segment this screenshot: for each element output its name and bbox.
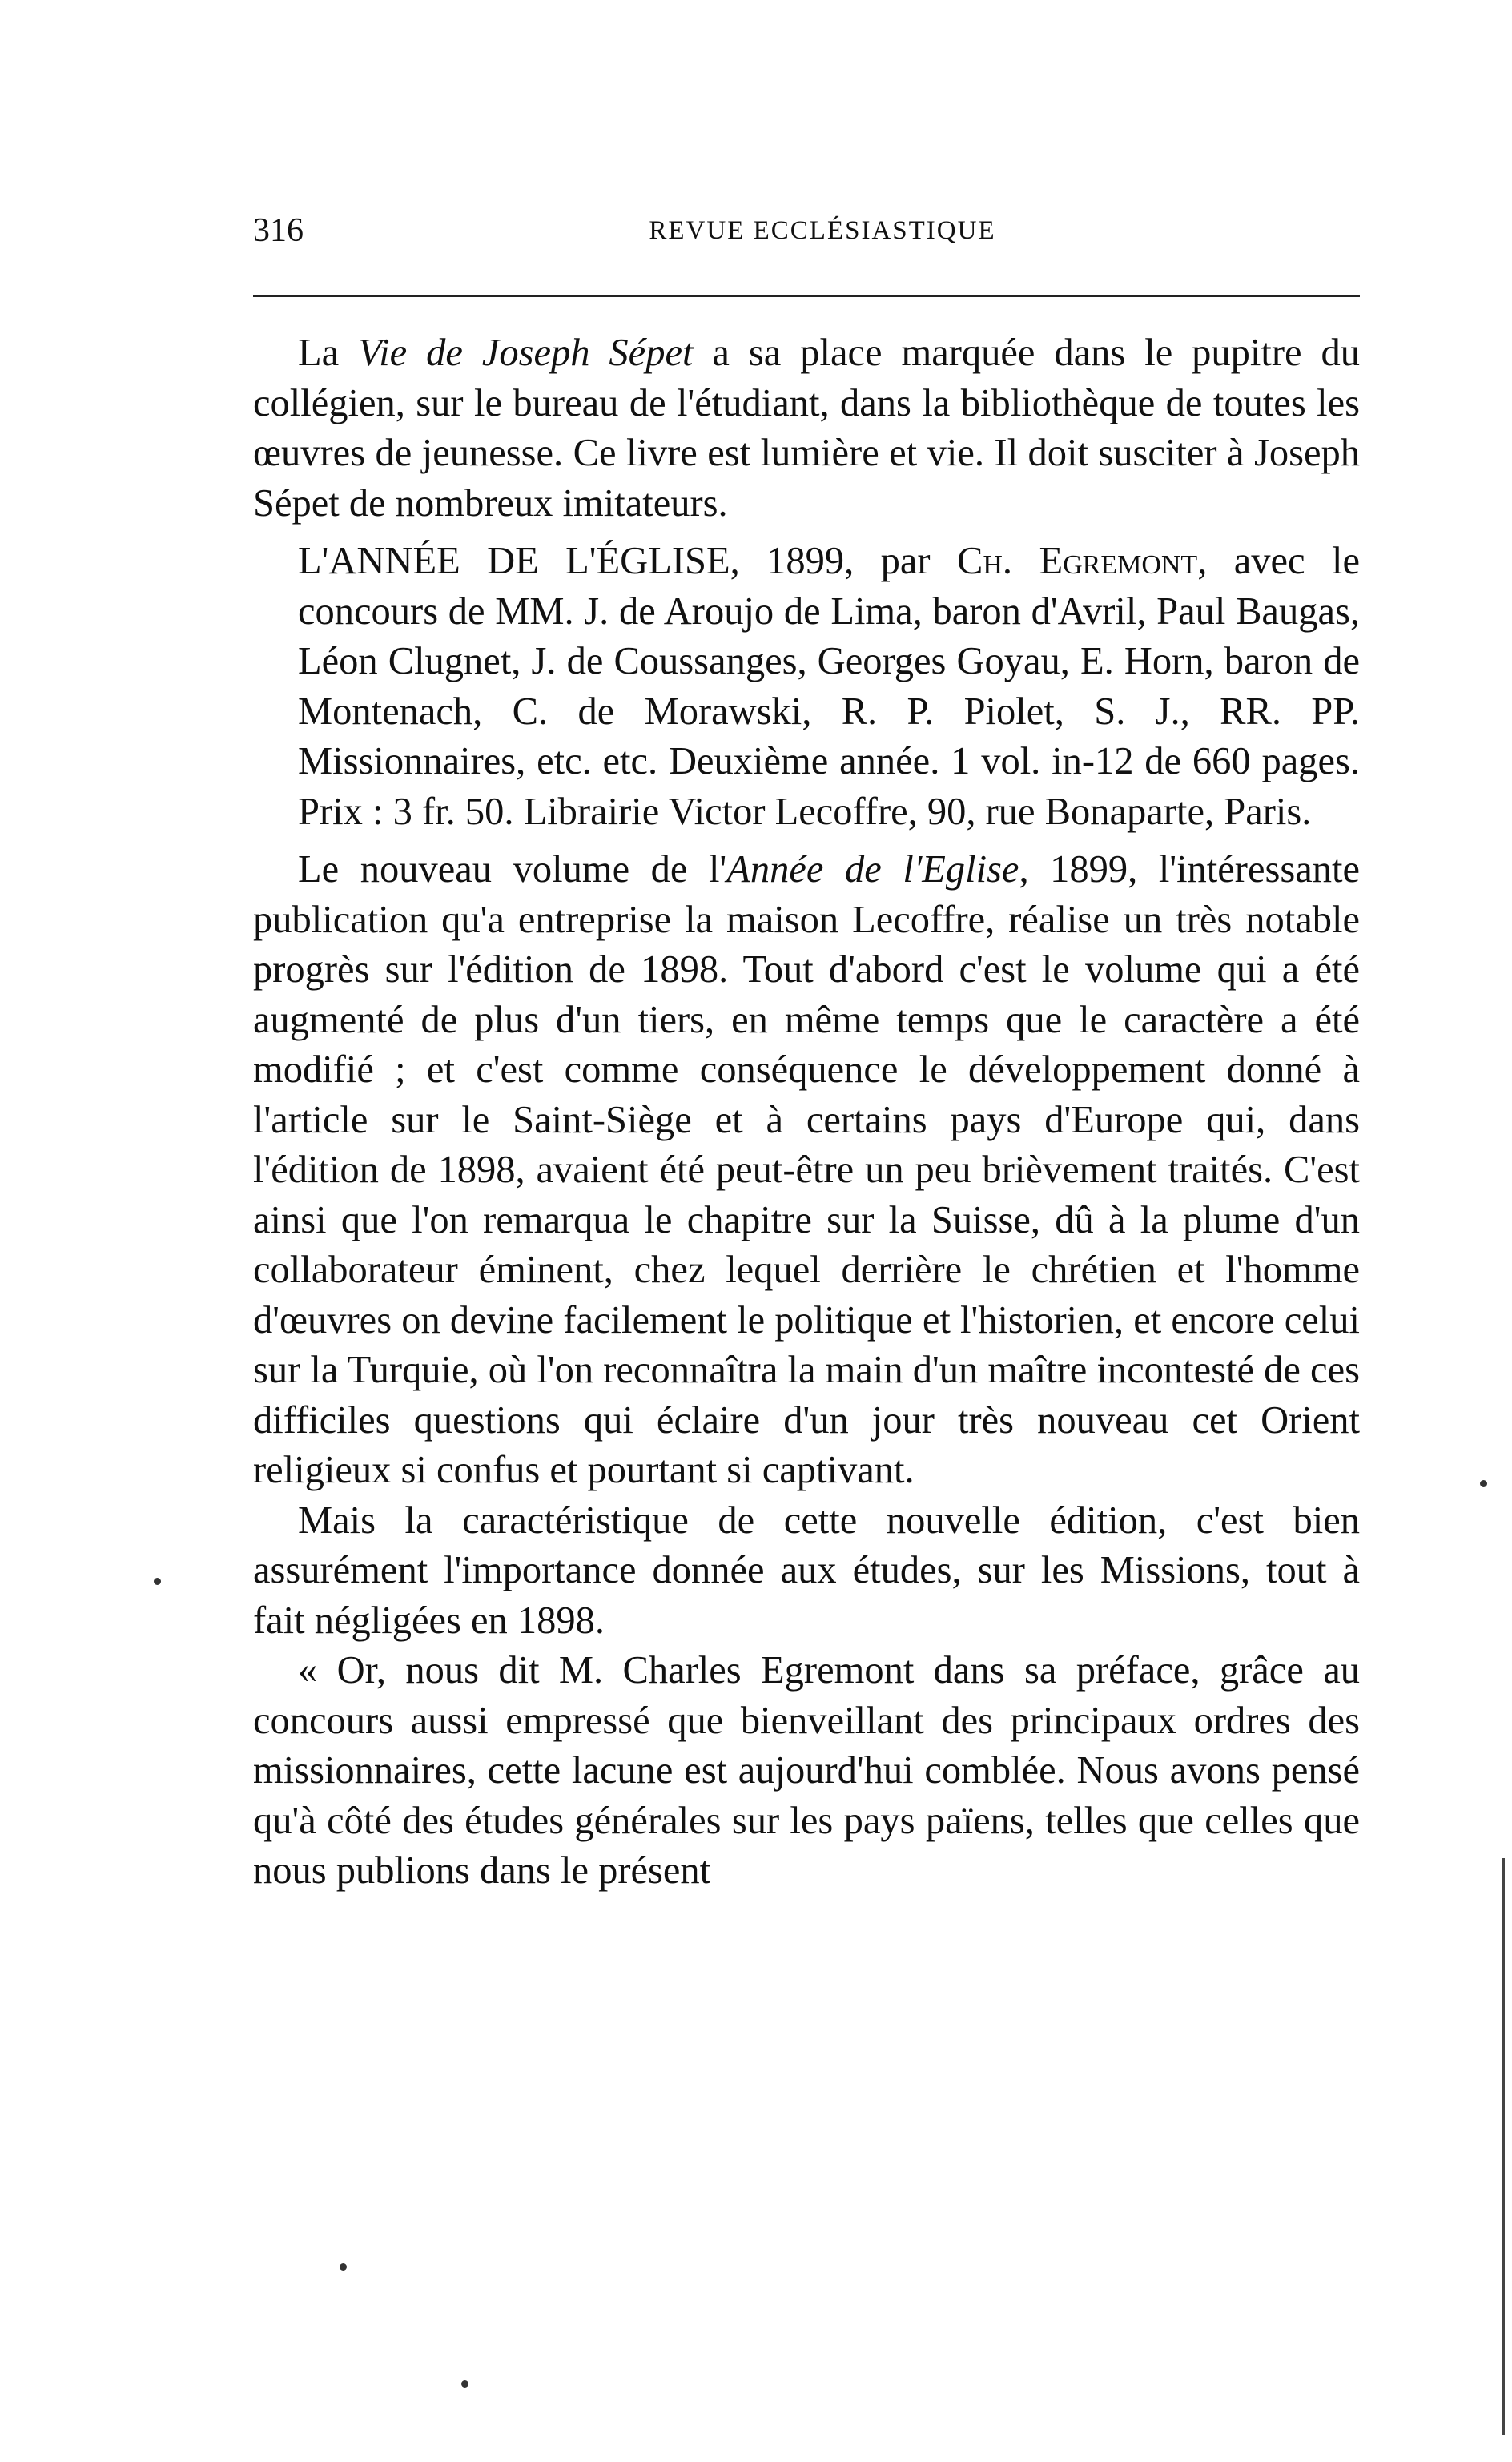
page-number: 316: [253, 212, 304, 249]
book-title: Vie de Joseph Sépet: [358, 332, 694, 374]
paragraph-joseph-sepet: [253, 328, 1360, 529]
paragraph-missions: Mais la caractéristique de cette nouvelle édition, c'est bien assurément l'importance donnée aux études, sur les Missions, tout à fait négligées en 1898.: [253, 1499, 1360, 1642]
spacer: [253, 837, 1360, 845]
page-header: [253, 207, 1360, 255]
margin-dot: [154, 1578, 161, 1585]
paragraph-text: a sa place marquée dans le pupitre du collégien, sur le bureau de l'étudiant, dans la bibliothèque de toutes les œuvres de jeunesse. Ce livre est lumière et vie. Il doit susciter à Joseph Sépet de nombreux imitateurs.: [253, 332, 1361, 525]
paragraph-text: Le nouveau volume de l': [298, 848, 727, 891]
body-text: [253, 328, 1360, 1897]
paragraph-text: , 1899, l'intéressante publication qu'a entreprise la maison Lecoffre, réalise un très notable progrès sur l'édition de 1898. Tout d'abord c'est le volume qui a été augmenté de plus d'un tiers, en même temps que le caractère a été modifié ; et c'est comme conséquence le développement donné à l'article sur le Saint-Siège et à certains pays d'Europe qui, dans l'édition de 1898, avaient été peut-être un peu brièvement traités. C'est ainsi que l'on remarqua le chapitre sur la Suisse, dû à la plume d'un collaborateur éminent, chez lequel derrière le chrétien et l'homme d'œuvres on devine facilement le politique et l'historien, et encore celui sur la Turquie, où l'on reconnaîtra la main d'un maître incontesté de ces difficiles questions qui éclaire d'un jour très nouveau cet Orient religieux si confus et pourtant si captivant.: [253, 848, 1361, 1491]
entry-title: L'ANNÉE DE L'ÉGLISE, 1899, par: [298, 540, 958, 582]
header-rule: [253, 295, 1360, 297]
running-title: REVUE ECCLÉSIASTIQUE: [649, 216, 996, 245]
paragraph-preface-quote: « Or, nous dit M. Charles Egremont dans sa préface, grâce au concours aussi empressé que bienveillant des principaux ordres des missionnaires, cette lacune est aujourd'hui comblée. Nous avons pensé qu'à côté des études générales sur les pays païens, telles que celles que nous publions dans le présent: [253, 1649, 1360, 1892]
margin-dot: [461, 2380, 468, 2388]
book-title: Année de l'Eglise: [726, 848, 1019, 891]
paragraph-annee-eglise: [253, 845, 1360, 1496]
paragraph-text: La: [298, 332, 359, 374]
bibliographic-entry: [253, 537, 1360, 837]
page-edge-line: [1502, 1858, 1505, 2435]
margin-dot: [1480, 1480, 1487, 1487]
entry-author: Ch. Egremont: [957, 540, 1198, 582]
margin-dot: [340, 2263, 347, 2271]
entry-details: , avec le concours de MM. J. de Aroujo de Lima, baron d'Avril, Paul Baugas, Léon Clugnet, J. de Coussanges, Georges Goyau, E. Horn, baron de Montenach, C. de Morawski, R. P. Piolet, S. J., RR. PP. Missionnaires, etc. etc. Deuxième année. 1 vol. in-12 de 660 pages. Prix : 3 fr. 50. Librairie Victor Lecoffre, 90, rue Bonaparte, Paris.: [298, 540, 1360, 833]
spacer: [253, 529, 1360, 537]
